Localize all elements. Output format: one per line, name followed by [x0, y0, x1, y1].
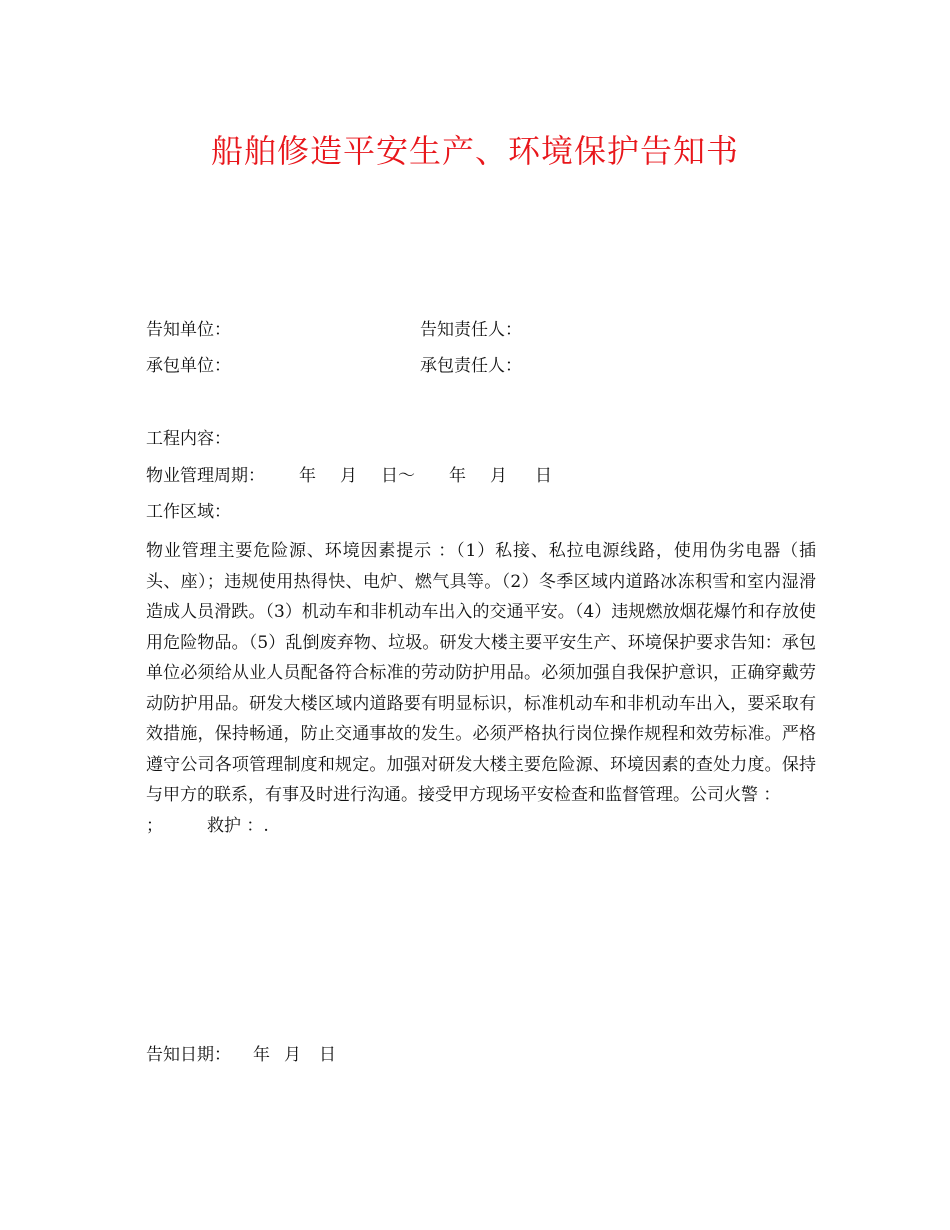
notify-person-label: 告知责任人：	[420, 320, 522, 340]
notify-date-day: 日	[319, 1045, 336, 1065]
period-start-year: 年	[299, 466, 316, 486]
body-semicolon: ；	[146, 815, 163, 836]
period-end-day: 日	[535, 466, 552, 486]
work-area-label: 工作区域：	[146, 502, 231, 522]
period-start-month: 月	[340, 466, 357, 486]
period-label: 物业管理周期：	[146, 466, 265, 486]
document-title: 船舶修造平安生产、环境保护告知书	[210, 132, 739, 170]
notify-date-row	[146, 1045, 336, 1065]
contract-person-label: 承包责任人：	[420, 356, 522, 376]
period-end-month: 月	[490, 466, 507, 486]
notify-date-year: 年	[253, 1045, 270, 1065]
project-content-label: 工程内容：	[146, 429, 231, 449]
contract-unit-label: 承包单位：	[146, 356, 231, 376]
period-end-year: 年	[449, 466, 466, 486]
body-rescue: 救护 ：.	[207, 815, 269, 836]
notify-date-month: 月	[284, 1045, 301, 1065]
period-row	[146, 466, 552, 486]
notify-unit-label: 告知单位：	[146, 320, 231, 340]
hazard-and-requirements-paragraph	[146, 536, 816, 841]
body-text: 物业管理主要危险源、环境因素提示 ：（1）私接、私拉电源线路，使用伪劣电器（插头、座）；违规使用热得快、电炉、燃气具等。（2）冬季区域内道路冰冻积雪和室内湿滑造成人员滑跌。（3）机动车和非机动车出入的交通平安。（4）违规燃放烟花爆竹和存放使用危险物品。（5）乱倒废弃物、垃圾。研发大楼主要平安生产、环境保护要求告知：承包单位必须给从业人员配备符合标准的劳动防护用品。必须加强自我保护意识，正确穿戴劳动防护用品。研发大楼区域内道路要有明显标识，标准机动车和非机动车出入，要采取有效措施，保持畅通，防止交通事故的发生。必须严格执行岗位操作规程和效劳标准。严格遵守公司各项管理制度和规定。加强对研发大楼主要危险源、环境因素的查处力度。保持与甲方的联系，有事及时进行沟通。接受甲方现场平安检查和监督管理。公司火警 ：	[146, 541, 816, 805]
period-start-day: 日～	[381, 466, 415, 486]
notify-date-label: 告知日期：	[146, 1045, 231, 1065]
